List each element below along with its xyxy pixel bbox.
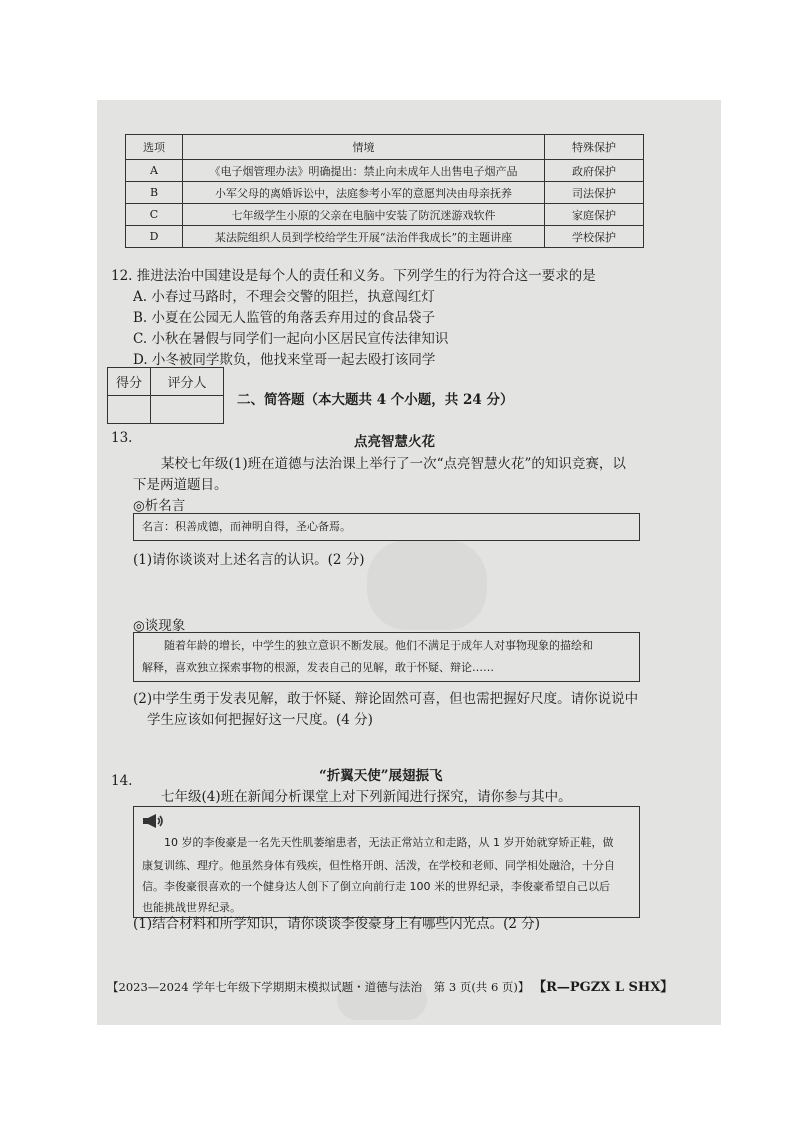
table-cell-option: B [126,182,183,204]
q13-intro-line1: 某校七年级(1)班在道德与法治课上举行了一次“点亮智慧火花”的知识竞赛，以 [161,456,626,472]
table-cell-scene: 《电子烟管理办法》明确提出：禁止向未成年人出售电子烟产品 [183,160,545,182]
table-header-scene: 情境 [183,135,545,160]
q12-option-d: D. 小冬被同学欺负，他找来堂哥一起去殴打该同学 [133,352,436,368]
footer-exam-info: 【2023—2024 学年七年级下学期期末模拟试题・道德与法治 第 3 页(共 6 页)】 [107,980,530,994]
phenomenon-box [133,632,640,682]
table-cell-scene: 七年级学生小原的父亲在电脑中安装了防沉迷游戏软件 [183,204,545,226]
news-line4: 也能挑战世界纪录。 [142,901,241,914]
q13-part2-title: ◎谈现象 [133,618,186,634]
table-cell-scene: 某法院组织人员到学校给学生开展“法治伴我成长”的主题讲座 [183,226,545,248]
q13-intro-line2: 下是两道题目。 [133,477,228,493]
q13-question-2-line1: (2)中学生勇于发表见解，敢于怀疑、辩论固然可喜，但也需把握好尺度。请你说说中 [133,691,639,707]
q13-title: 点亮智慧火花 [354,434,435,450]
bleed-through-illustration [367,540,487,630]
phenomenon-line2: 解释，喜欢独立探索事物的根源，发表自己的见解，敢于怀疑、辩论…… [142,661,494,674]
q14-intro: 七年级(4)班在新闻分析课堂上对下列新闻进行探究，请你参与其中。 [161,789,572,805]
grader-blank [151,396,224,424]
protection-options-table [125,134,644,248]
news-line2: 康复训练、理疗。他虽然身体有残疾，但性格开朗、活泼，在学校和老师、同学相处融洽，十分自 [142,859,615,872]
table-cell-protection: 司法保护 [545,182,644,204]
table-cell-option: D [126,226,183,248]
page-footer [107,976,673,995]
table-cell-protection: 学校保护 [545,226,644,248]
table-cell-protection: 政府保护 [545,160,644,182]
table-cell-protection: 家庭保护 [545,204,644,226]
table-header-protection: 特殊保护 [545,135,644,160]
q13-question-1: (1)请你谈谈对上述名言的认识。(2 分) [133,552,365,568]
news-line1: 10 岁的李俊豪是一名先天性肌萎缩患者，无法正常站立和走路，从 1 岁开始就穿矫正鞋，做 [164,836,614,849]
q13-question-2-line2: 学生应该如何把握好这一尺度。(4 分) [147,712,373,728]
news-box [133,806,640,918]
q12-stem: 12. 推进法治中国建设是每个人的责任和义务。下列学生的行为符合这一要求的是 [111,268,596,284]
table-cell-option: A [126,160,183,182]
q13-number: 13. [111,430,133,446]
q14-question-1: (1)结合材料和所学知识，请你谈谈李俊豪身上有哪些闪光点。(2 分) [133,916,541,932]
table-cell-option: C [126,204,183,226]
phenomenon-line1: 随着年龄的增长，中学生的独立意识不断发展。他们不满足于成年人对事物现象的描绘和 [164,639,593,652]
section-2-heading: 二、简答题（本大题共 4 个小题，共 24 分） [237,392,514,408]
news-line3: 信。李俊豪很喜欢的一个健身达人创下了倒立向前行走 100 米的世界纪录，李俊豪希望自己以后 [142,880,610,893]
table-cell-scene: 小军父母的离婚诉讼中，法庭参考小军的意愿判决由母亲抚养 [183,182,545,204]
q13-part1-title: ◎析名言 [133,498,186,514]
table-header-row [126,135,644,160]
score-label: 得分 [108,368,151,396]
quote-text: 名言：积善成德，而神明自得，圣心备焉。 [142,520,351,533]
exam-page [97,100,721,1025]
table-row [126,226,644,248]
score-box [107,367,224,424]
footer-code: 【R—PGZX L SHX】 [533,980,674,995]
megaphone-icon [134,807,639,832]
table-row [126,204,644,226]
q12-option-a: A. 小春过马路时，不理会交警的阻拦，执意闯红灯 [133,289,435,305]
score-blank [108,396,151,424]
q14-number: 14. [111,773,133,789]
table-header-option: 选项 [126,135,183,160]
quote-box [133,513,640,541]
q12-option-c: C. 小秋在暑假与同学们一起向小区居民宣传法律知识 [133,331,449,347]
q14-title: “折翼天使”展翅振飞 [319,768,443,784]
table-row [126,160,644,182]
table-row [126,182,644,204]
q12-option-b: B. 小夏在公园无人监管的角落丢弃用过的食品袋子 [133,310,436,326]
grader-label: 评分人 [151,368,224,396]
